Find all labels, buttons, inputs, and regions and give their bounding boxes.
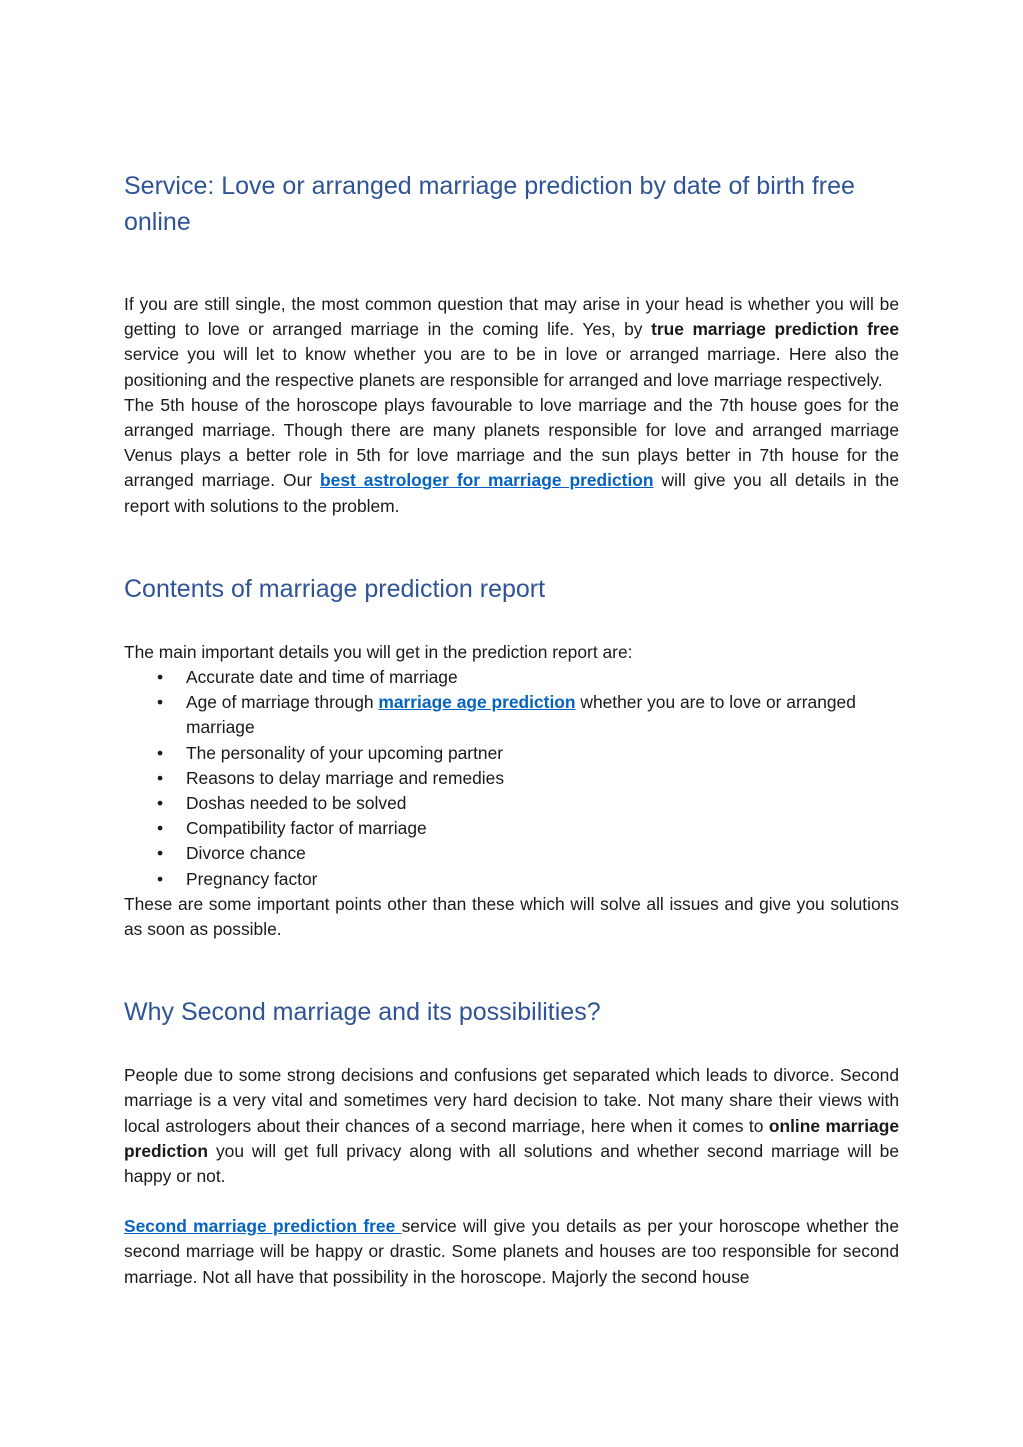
bullet-icon: • (157, 692, 164, 713)
list-item: • Reasons to delay marriage and remedies (124, 766, 899, 791)
paragraph-contents-outro: These are some important points other than these which will solve all issues and give you solutions as soon as possible. (124, 893, 899, 940)
paragraph-houses: The 5th house of the horoscope plays favourable to love marriage and the 7th house goes for the arranged marriage. Though there are many planets responsible for love and arranged marriage Venus plays a better role in 5th for love marriage and the sun plays better in 7th house for the arranged marriage. Our best astrologer for marriage prediction will give you all details in the report with solutions to the problem. (124, 394, 899, 516)
list-item: • Age of marriage through marriage age prediction whether you are to love or arranged marriage (157, 692, 856, 738)
link-best-astrologer[interactable]: best astrologer for marriage prediction (320, 470, 654, 491)
section-heading-service: Service: Love or arranged marriage prediction by date of birth free online (124, 172, 855, 236)
bold-online-marriage-prediction: online marriage prediction (124, 1115, 899, 1161)
paragraph-divorce: People due to some strong decisions and confusions get separated which leads to divorce. Second marriage is a very vital and sometimes very hard decision to take. Not many share their views with local astrologers about their chances of a second marriage, here when it comes to online marriage prediction you will get full privacy along with all solutions and whether second marriage will be happy or not. (124, 1065, 899, 1187)
list-item: • Doshas needed to be solved (124, 791, 899, 816)
bullet-icon: • (157, 843, 164, 864)
link-second-marriage-prediction[interactable]: Second marriage prediction free (124, 1216, 402, 1237)
bold-true-marriage-prediction: true marriage prediction free (651, 319, 900, 340)
bullet-icon: • (157, 767, 164, 788)
link-marriage-age-prediction[interactable]: marriage age prediction (378, 692, 576, 713)
list-item: • Compatibility factor of marriage (124, 816, 899, 841)
list-item: • The personality of your upcoming partner (124, 741, 899, 766)
section-heading-second-marriage: Why Second marriage and its possibilities? (124, 998, 601, 1027)
list-item: • Accurate date and time of marriage (124, 665, 899, 690)
document-page (124, 168, 899, 1290)
paragraph-single-question: If you are still single, the most common question that may arise in your head is whether you will be getting to love or arranged marriage in the coming life. Yes, by true marriage prediction free service you will let to know whether you are to be in love or arranged marriage. Here also the positioning and the respective planets are responsible for arranged and love marriage respectively. (124, 294, 900, 390)
section-heading-contents: Contents of marriage prediction report (124, 574, 546, 603)
list-item: • Divorce chance (124, 841, 899, 866)
list-item: • Pregnancy factor (124, 867, 899, 892)
paragraph-contents-intro: The main important details you will get in the prediction report are: (124, 641, 633, 662)
bullet-icon: • (157, 667, 164, 688)
bullet-icon: • (157, 742, 164, 763)
bullet-icon: • (157, 793, 164, 814)
bullet-icon: • (157, 818, 164, 839)
bullet-icon: • (157, 868, 164, 889)
contents-list (124, 665, 899, 892)
paragraph-second-marriage-service: Second marriage prediction free service will give you details as per your horoscope whether the second marriage will be happy or drastic. Some planets and houses are too responsible for second marriage. Not all have that possibility in the horoscope. Majorly the second house (124, 1216, 899, 1287)
